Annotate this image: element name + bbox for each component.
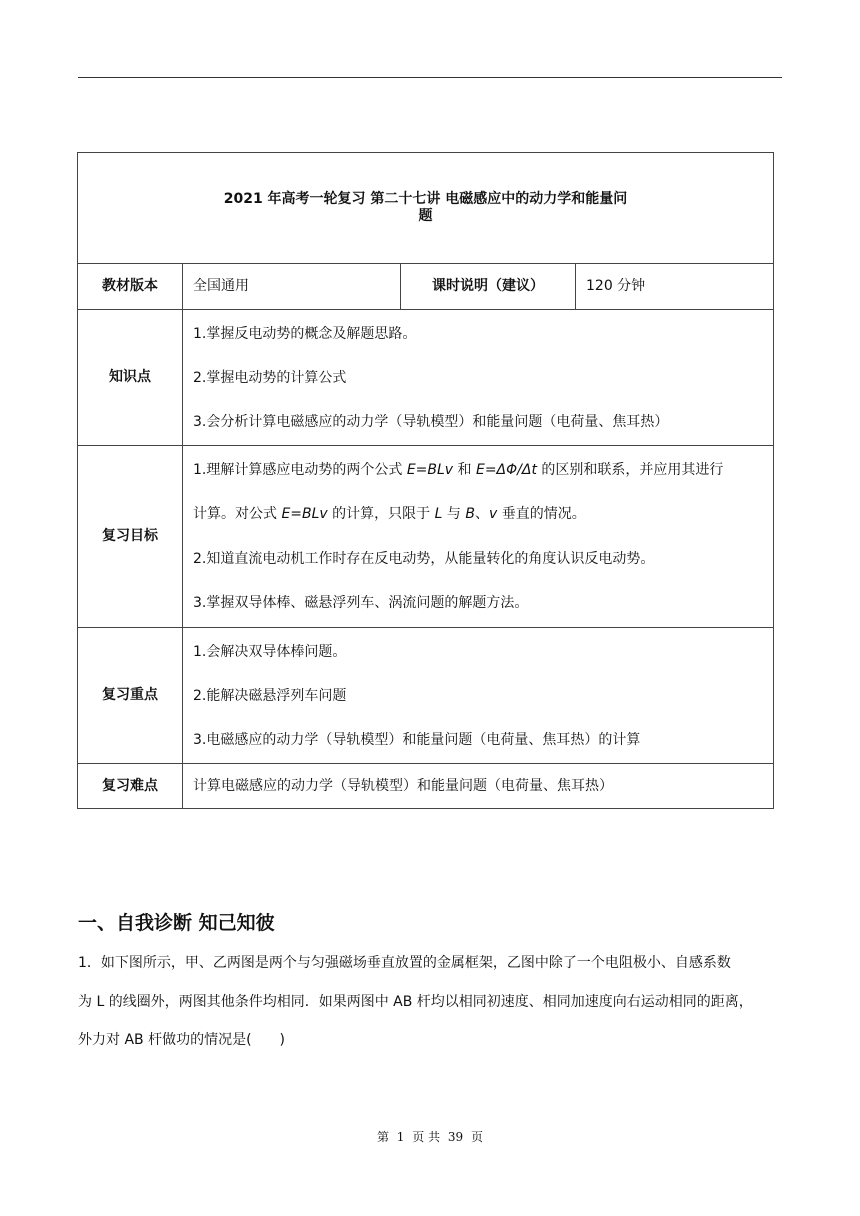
- edition-label: 教材版本: [78, 264, 183, 310]
- variable-B: B: [465, 506, 475, 522]
- formula-emf-motional: E=BLv: [406, 461, 454, 478]
- difficulty-content: 计算电磁感应的动力学（导轨模型）和能量问题（电荷量、焦耳热）: [183, 764, 774, 809]
- focus-item: 1.会解决双导体棒问题。: [193, 643, 347, 660]
- document-title: [78, 153, 774, 264]
- goals-label: 复习目标: [78, 446, 183, 628]
- knowledge-row: [78, 310, 774, 446]
- formula-emf-flux: E=ΔΦ/Δt: [475, 461, 537, 478]
- knowledge-item: 3.会分析计算电磁感应的动力学（导轨模型）和能量问题（电荷量、焦耳热）: [193, 413, 669, 430]
- variable-L: L: [434, 506, 443, 522]
- difficulty-label: 复习难点: [78, 764, 183, 809]
- knowledge-content: [183, 310, 774, 446]
- edition-value: 全国通用: [183, 264, 401, 310]
- goal-item-3: 3.掌握双导体棒、磁悬浮列车、涡流问题的解题方法。: [193, 595, 529, 611]
- knowledge-item: 1.掌握反电动势的概念及解题思路。: [193, 325, 417, 342]
- title-row: [78, 153, 774, 264]
- question-1-line: 外力对 AB 杆做功的情况是( ): [78, 1032, 286, 1048]
- page-number: 1: [396, 1130, 405, 1144]
- goals-row: [78, 446, 774, 628]
- variable-v: v: [488, 506, 498, 522]
- goal-item-1-line-1: 1.理解计算感应电动势的两个公式 E=BLv 和 E=ΔΦ/Δt 的区别和联系，并应用其进行: [193, 461, 724, 478]
- meta-row: [78, 264, 774, 310]
- title-line-2: 题: [418, 208, 433, 224]
- title-line-1: 2021 年高考一轮复习 第二十七讲 电磁感应中的动力学和能量问: [223, 191, 628, 208]
- question-1-line: 1．如下图所示，甲、乙两图是两个与匀强磁场垂直放置的金属框架，乙图中除了一个电阻极小、自感系数: [78, 955, 731, 971]
- knowledge-item: 2.掌握电动势的计算公式: [193, 369, 347, 386]
- question-1-line: 为 L 的线圈外，两图其他条件均相同．如果两图中 AB 杆均以相同初速度、相同加速度向右运动相同的距离，: [78, 993, 753, 1010]
- header-rule: [78, 77, 782, 78]
- duration-value: 120 分钟: [576, 264, 774, 310]
- lesson-plan-table: [77, 152, 774, 809]
- page-total: 39: [447, 1130, 464, 1144]
- difficulty-row: [78, 764, 774, 809]
- focus-content: [183, 628, 774, 764]
- focus-item: 3.电磁感应的动力学（导轨模型）和能量问题（电荷量、焦耳热）的计算: [193, 731, 641, 748]
- knowledge-label: 知识点: [78, 310, 183, 446]
- section-heading: 一、自我诊断 知己知彼: [78, 912, 275, 934]
- goal-item-1-line-2: 计算。对公式 E=BLv 的计算，只限于 L 与 B、v 垂直的情况。: [193, 506, 586, 522]
- goals-content: [183, 446, 774, 628]
- focus-label: 复习重点: [78, 628, 183, 764]
- question-1: [78, 944, 788, 1060]
- focus-row: [78, 628, 774, 764]
- duration-label: 课时说明（建议）: [401, 264, 576, 310]
- formula-emf-motional: E=BLv: [281, 506, 328, 522]
- focus-item: 2.能解决磁悬浮列车问题: [193, 687, 347, 704]
- goal-item-2: 2.知道直流电动机工作时存在反电动势，从能量转化的角度认识反电动势。: [193, 550, 655, 567]
- page-footer: 第 1 页 共 39 页: [376, 1130, 484, 1144]
